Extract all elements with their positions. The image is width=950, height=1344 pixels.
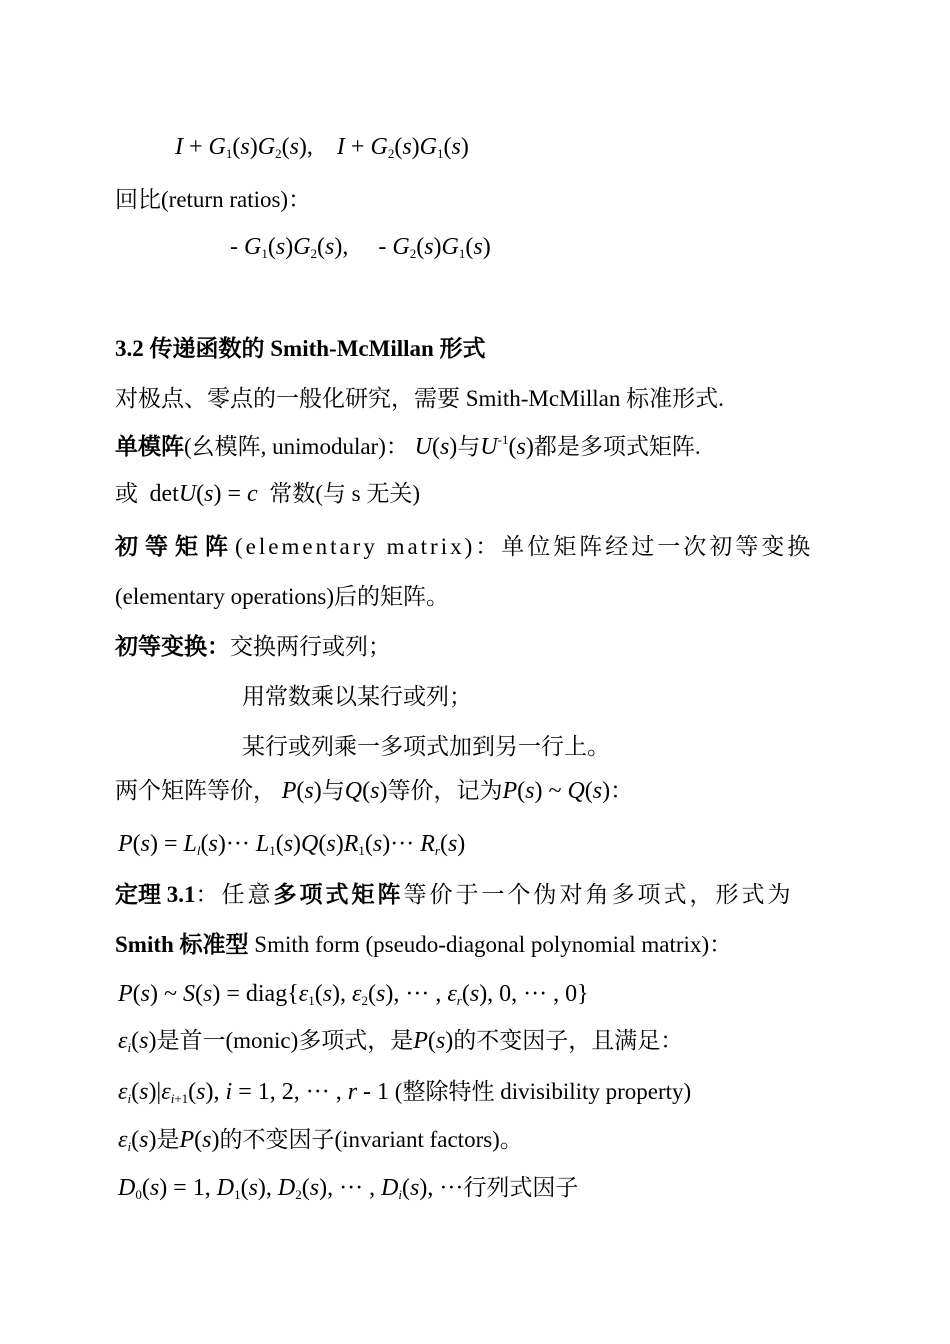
u-inverse: $U^{-1}(s)$ xyxy=(480,432,534,460)
ops-line-1 xyxy=(115,633,391,661)
p-equiv-q: P(s) ~ Q(s) xyxy=(502,778,611,804)
divisibility-formula: $\varepsilon_i(s)|\varepsilon_{i+1}(s)$, i = 1, 2, ··· , r - 1 xyxy=(118,1079,390,1106)
intro-text: 对极点、零点的一般化研究，需要 Smith-McMillan 标准形式. xyxy=(115,386,724,411)
section-heading: 3.2 传递函数的 Smith-McMillan 形式 xyxy=(115,336,486,361)
unimodular-rest: (幺模阵, unimodular)： xyxy=(184,434,409,459)
epsilon-i-2: $\varepsilon_i(s)$ xyxy=(118,1127,157,1154)
monic-a: 是首一(monic)多项式，是 xyxy=(156,1028,414,1053)
divisibility-line xyxy=(118,1078,691,1107)
theorem-bold: 多项式矩阵 xyxy=(273,882,404,907)
det-tail: 常数(与 s 无关) xyxy=(269,481,420,506)
formula-1: $I + G_1(s)G_2(s)$, $I + G_2(s)G_1(s)$ xyxy=(175,134,469,161)
divisibility-text: (整除特性 divisibility property) xyxy=(394,1079,692,1104)
det-factors-line xyxy=(118,1174,578,1203)
unimodular-mid: 与 xyxy=(457,434,481,459)
smith-line xyxy=(115,931,732,959)
det-line xyxy=(115,480,420,509)
smith-term: Smith 标准型 xyxy=(115,932,249,957)
theorem-a: ：任意 xyxy=(195,882,274,907)
formula-diag: P(s) ~ $S(s) = diag\{\varepsilon_1(s)$, $\varepsilon_2(s)$, ··· , $\varepsilon_r(s)$, 0, ··· , 0} xyxy=(118,981,589,1008)
equiv-b: 与 xyxy=(321,778,345,803)
det-factors-text: 行列式因子 xyxy=(463,1175,579,1200)
unimodular-tail: 都是多项式矩阵. xyxy=(533,434,701,459)
theorem-b: 等价于一个伪对角多项式，形式为 xyxy=(403,882,794,907)
invariant-b: 的不变因子(invariant factors)。 xyxy=(219,1127,523,1152)
invariant-line xyxy=(118,1126,523,1155)
equivalence-line xyxy=(115,777,633,806)
or-label: 或 xyxy=(115,481,138,506)
elementary-rest: (elementary matrix)：单位矩阵经过一次初等变换 xyxy=(235,534,814,559)
u-of-s: U(s) xyxy=(414,434,458,460)
q-of-s: Q(s) xyxy=(344,778,388,804)
theorem-label: 定理 3.1 xyxy=(115,882,196,907)
equiv-a: 两个矩阵等价， xyxy=(115,778,276,803)
equiv-c: 等价，记为 xyxy=(387,778,503,803)
ops-term: 初等变换： xyxy=(115,634,230,659)
ops-item-2: 用常数乘以某行或列； xyxy=(242,684,472,709)
elementary-line xyxy=(115,533,813,561)
epsilon-i: $\varepsilon_i(s)$ xyxy=(118,1028,157,1055)
monic-b: 的不变因子，且满足： xyxy=(453,1028,684,1053)
det-factors-formula: $D_0(s) = 1$, $D_1(s)$, $D_2(s)$, ··· , $D_i(s)$, ··· xyxy=(118,1175,464,1202)
p-of-s: P(s) xyxy=(281,778,322,804)
det-formula: detU(s) = c xyxy=(149,481,258,507)
invariant-a: 是 xyxy=(156,1127,180,1152)
monic-line xyxy=(118,1027,683,1056)
formula-decomposition: $P(s) = L_l(s)\cdot\cdot\cdot L_1(s)Q(s)R_1(s)\cdot\cdot\cdot R_r(s)$ xyxy=(118,831,466,858)
return-ratio-label: 回比(return ratios)： xyxy=(115,187,312,212)
ops-item-3: 某行或列乘一多项式加到另一行上。 xyxy=(242,734,610,759)
unimodular-term: 单模阵 xyxy=(115,434,184,459)
ops-item-1: 交换两行或列； xyxy=(230,634,391,659)
formula-2: - $G_1(s)G_2(s)$, - $G_2(s)G_1(s)$ xyxy=(230,234,491,261)
elementary-term: 初等矩阵 xyxy=(115,534,235,559)
equiv-d: ： xyxy=(610,778,634,803)
unimodular-line xyxy=(115,432,701,462)
p-of-s-2: P(s) xyxy=(413,1028,454,1054)
theorem-line xyxy=(115,881,794,909)
smith-rest: Smith form (pseudo-diagonal polynomial matrix)： xyxy=(248,932,733,957)
elementary-line-2: (elementary operations)后的矩阵。 xyxy=(115,584,450,609)
p-of-s-3: P(s) xyxy=(179,1127,220,1153)
